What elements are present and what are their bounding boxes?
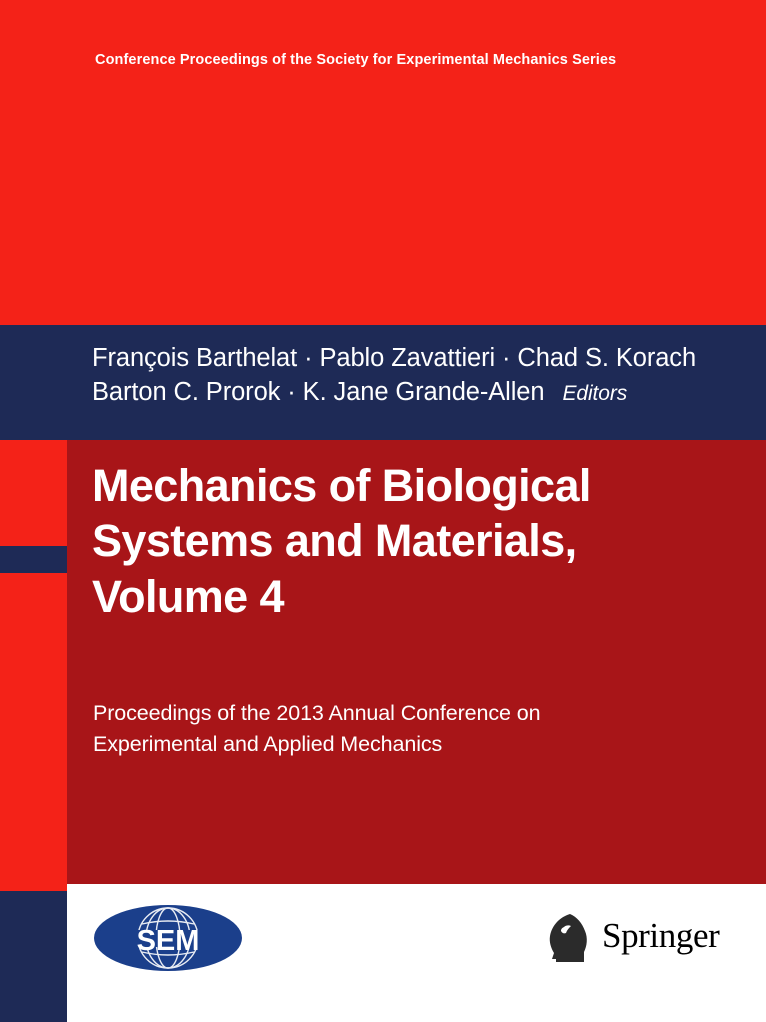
series-title: Conference Proceedings of the Society for Experimental Mechanics Series: [95, 52, 617, 68]
editors-band: [67, 325, 766, 440]
springer-logo: [540, 910, 740, 965]
stripe-segment-navy-2: [0, 546, 67, 573]
stripe-segment-navy-3: [0, 891, 67, 1022]
sem-logo: [92, 900, 245, 976]
editors-block: [92, 342, 747, 410]
book-title: [92, 458, 752, 624]
springer-wordmark: Springer: [602, 916, 720, 955]
editors-line-2: [92, 376, 747, 410]
title-line-1: Mechanics of Biological: [92, 460, 591, 511]
book-subtitle: [93, 698, 733, 759]
sem-globe-icon: [92, 900, 245, 976]
springer-knight-icon: [540, 910, 598, 965]
sem-logo-text: SEM: [136, 925, 200, 957]
stripe-segment-red-2: [0, 573, 67, 891]
title-line-3: Volume 4: [92, 570, 284, 622]
bottom-white-band: [67, 884, 766, 1022]
stripe-segment-red-1: [0, 440, 67, 546]
editors-role-label: Editors: [562, 381, 628, 405]
subtitle-line-2: Experimental and Applied Mechanics: [93, 731, 443, 756]
title-panel: [67, 440, 766, 884]
top-red-band: [0, 0, 766, 325]
editors-line-1: François Barthelat · Pablo Zavattieri · Chad S. Korach: [92, 344, 697, 372]
left-stripe-column: [0, 325, 67, 1022]
editors-names-2: Barton C. Prorok · K. Jane Grande-Allen: [92, 377, 545, 406]
stripe-segment-navy-1: [0, 325, 67, 440]
title-line-2: Systems and Materials,: [92, 515, 577, 567]
subtitle-line-1: Proceedings of the 2013 Annual Conference on: [93, 701, 541, 725]
